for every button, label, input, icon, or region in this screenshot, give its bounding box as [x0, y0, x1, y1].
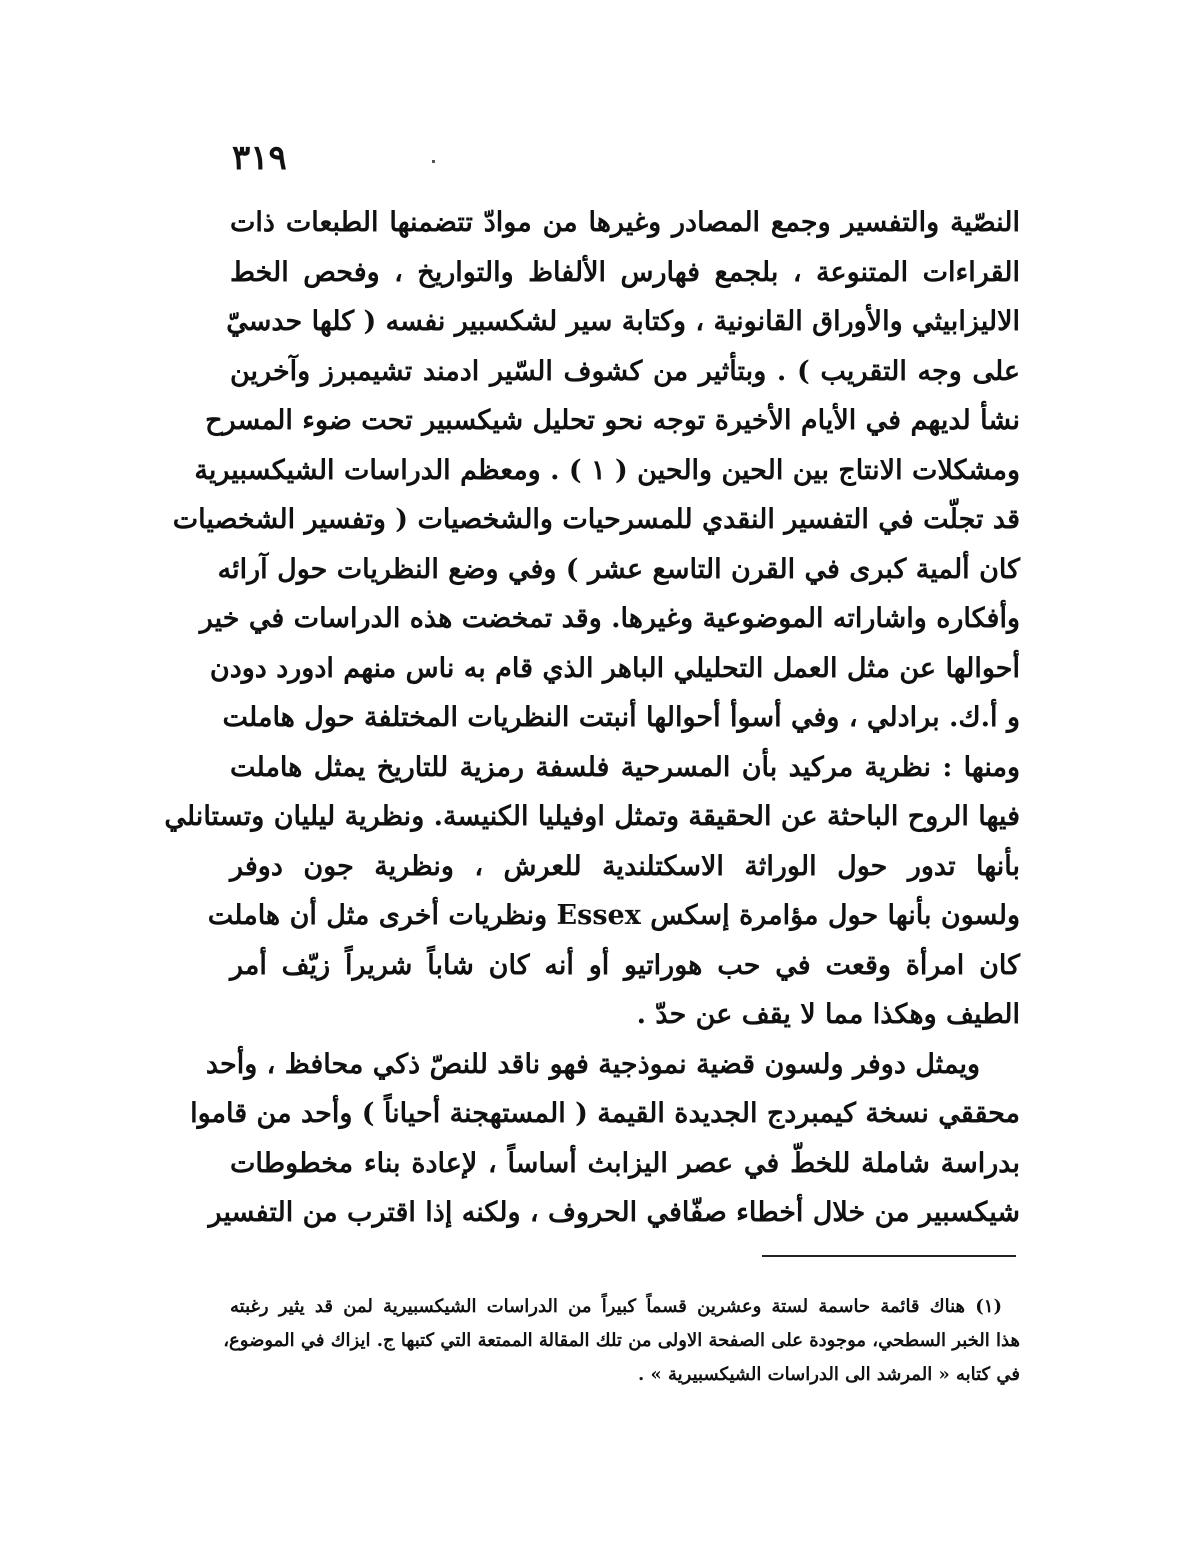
text-line: ومشكلات الانتاج بين الحين والحين ( ١ ) . ومعظم الدراسات الشيكسبيرية [194, 454, 1020, 486]
text-line: على وجه التقريب ) . وبتأثير من كشوف السّير ادمند تشيمبرز وآخرين [230, 355, 1020, 387]
footnote-divider [762, 1255, 1016, 1257]
scan-speck [432, 160, 435, 163]
page-number: ٣١٩ [232, 138, 287, 178]
footnote-line: (١) هناك قائمة حاسمة لستة وعشرين قسماً كبيراً من الدراسات الشيكسبيرية لمن قد يثير رغبته [230, 1296, 1002, 1317]
text-line: بدراسة شاملة للخطّ في عصر اليزابث أساساً ، لإعادة بناء مخطوطات [230, 1147, 1020, 1179]
paragraph-first-line: ويمثل دوفر ولسون قضية نموذجية فهو ناقد للنصّ ذكي محافظ ، وأحد [205, 1048, 980, 1080]
text-line: فيها الروح الباحثة عن الحقيقة وتمثل اوفيليا الكنيسة. ونظرية ليليان وتستانلي [164, 801, 1020, 832]
text-line: النصّية والتفسير وجمع المصادر وغيرها من موادّ تتضمنها الطبعات ذات [230, 207, 1020, 238]
text-line: وأفكاره واشاراته الموضوعية وغيرها. وقد تمخضت هذه الدراسات في خير [199, 603, 1020, 634]
footnote-line: في كتابه « المرشد الى الدراسات الشيكسبيرية » . [637, 1364, 1020, 1385]
text-line: بأنها تدور حول الوراثة الاسكتلندية للعرش ، ونظرية جون دوفر [230, 850, 1020, 882]
footnote-line: هذا الخبر السطحي، موجودة على الصفحة الاولى من تلك المقالة الممتعة التي كتبها ج. ايزاك في الموضوع، [223, 1330, 1020, 1351]
text-line: محققي نسخة كيمبردج الجديدة القيمة ( المستهجنة أحياناً ) وأحد من قاموا [190, 1098, 1020, 1129]
text-line: ولسون بأنها حول مؤامرة إسكس Essex ونظريات أخرى مثل أن هاملت [207, 900, 1020, 931]
text-line: و أ.ك. برادلي ، وفي أسوأ أحوالها أنبتت النظريات المختلفة حول هاملت [222, 702, 1020, 733]
text-line: ومنها : نظرية مركيد بأن المسرحية فلسفة رمزية للتاريخ يمثل هاملت [230, 751, 1020, 783]
text-line: الاليزابيثي والأوراق القانونية ، وكتابة سير لشكسبير نفسه ( كلها حدسيّ [226, 306, 1020, 337]
text-line: أحوالها عن مثل العمل التحليلي الباهر الذي قام به ناس منهم ادورد دودن [209, 652, 1020, 684]
main-text-block [164, 198, 1020, 1238]
text-line: الطيف وهكذا مما لا يقف عن حدّ . [636, 999, 1020, 1030]
text-line: قد تجلّت في التفسير النقدي للمسرحيات والشخصيات ( وتفسير الشخصيات [172, 504, 1020, 535]
text-line: كان ألمية كبرى في القرن التاسع عشر ) وفي وضع النظريات حول آرائه [217, 553, 1020, 585]
text-line: القراءات المتنوعة ، بلجمع فهارس الألفاظ والتواريخ ، وفحص الخط [230, 256, 1020, 288]
text-line: شيكسبير من خلال أخطاء صفّافي الحروف ، ولكنه إذا اقترب من التفسير [208, 1197, 1020, 1228]
footnote-block [223, 1290, 1020, 1392]
text-line: كان امرأة وقعت في حب هوراتيو أو أنه كان شاباً شريراً زيّف أمر [230, 949, 1020, 981]
text-line: نشأ لديهم في الأيام الأخيرة توجه نحو تحليل شيكسبير تحت ضوء المسرح [205, 405, 1020, 436]
